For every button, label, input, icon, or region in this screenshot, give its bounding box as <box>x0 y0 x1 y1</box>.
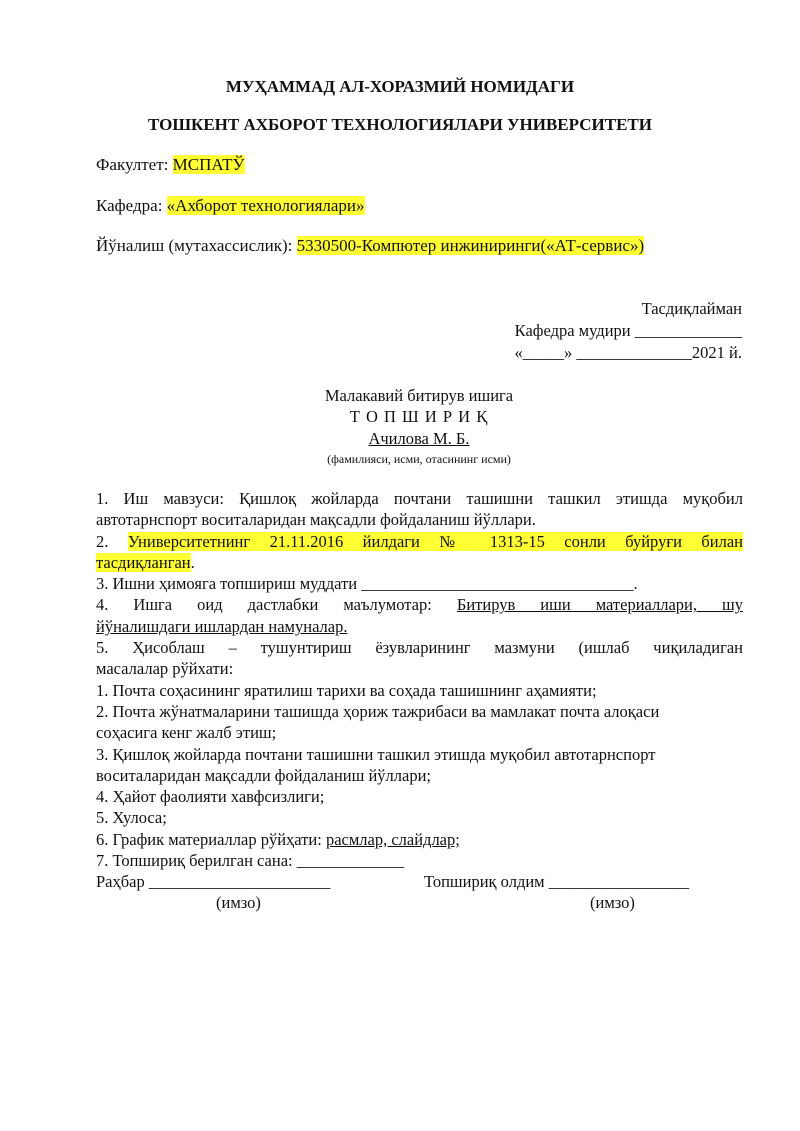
signature-row <box>96 871 743 892</box>
sub-item-2-line2: соҳасига кенг жалб этиш; <box>96 723 277 743</box>
sub-item-7: 7. Топшириқ берилган сана: _____________ <box>96 851 404 871</box>
sign-caption-left: (имзо) <box>216 893 261 913</box>
approval-head: Кафедра мудири _____________ <box>514 321 742 340</box>
approval-title: Тасдиқлайман <box>641 299 742 318</box>
faculty-field <box>96 155 245 175</box>
sub-item-6 <box>96 829 743 850</box>
sub-item-3-line2: воситаларидан мақсадли фойдаланиш йўллари; <box>96 765 432 785</box>
assignment-title: Т О П Ш И Р И Қ <box>349 407 489 426</box>
item-2-line1 <box>96 531 743 552</box>
sub-item-4: 4. Ҳайот фаолияти хавфсизлиги; <box>96 787 325 807</box>
department-value: «Ахборот технологиялари» <box>166 196 365 215</box>
item-2-text-end: тасдиқланган <box>96 552 191 572</box>
approval-date: «_____» ______________2021 й. <box>514 343 742 362</box>
sub-item-2-line1: 2. Почта жўнатмаларини ташишда ҳориж тажрибаси ва мамлакат почта алоқаси <box>96 701 660 721</box>
sub-item-3-line1: 3. Қишлоқ жойларда почтани ташишни ташкил этишда муқобил автотарнспорт <box>96 744 656 764</box>
sub-item-5: 5. Хулоса; <box>96 808 167 828</box>
sub-item-1: 1. Почта соҳасининг яратилиш тарихи ва соҳада ташишнинг аҳамияти; <box>96 680 597 700</box>
task-list <box>96 488 743 913</box>
student-name: Ачилова М. Б. <box>368 429 470 448</box>
department-field <box>96 196 365 216</box>
item-2-period: . <box>190 552 195 572</box>
specialty-field <box>96 236 644 256</box>
signature-caption-row <box>96 892 743 913</box>
specialty-value: 5330500-Компютер инжиниринги(«АТ-сервис») <box>296 236 645 255</box>
item-2-text: Университетнинг 21.11.2016 йилдаги № 1313-15 сонли буйруғи билан <box>127 531 743 551</box>
department-label: Кафедра: <box>96 196 167 215</box>
item-3: 3. Ишни ҳимояга топшириш муддати _________________________________. <box>96 574 638 594</box>
university-name-line1: МУҲАММАД АЛ-ХОРАЗМИЙ НОМИДАГИ <box>225 77 575 96</box>
sign-caption-right: (имзо) <box>590 893 635 913</box>
item-4-line2 <box>96 616 743 637</box>
faculty-value: МСПАТЎ <box>172 155 245 174</box>
item-4-value: Битирув иши материаллари, шу <box>456 595 743 615</box>
received-signature: Топшириқ олдим _________________ <box>424 872 689 892</box>
item-4-line1 <box>96 594 743 615</box>
item-5-line1: 5. Ҳисоблаш – тушунтириш ёзувларининг мазмуни (ишлаб чиқиладиган <box>96 638 743 658</box>
sub-item-6-label: 6. График материаллар рўйҳати: <box>96 829 326 849</box>
item-5-line2: масалалар рўйхати: <box>96 659 234 679</box>
leader-signature: Раҳбар ______________________ <box>96 872 331 892</box>
university-name-line2: ТОШКЕНТ АХБОРОТ ТЕХНОЛОГИЯЛАРИ УНИВЕРСИТЕТИ <box>148 115 652 134</box>
item-4-value-end: йўналишдаги ишлардан намуналар. <box>96 616 348 636</box>
item-2-prefix: 2. <box>96 531 128 551</box>
specialty-label: Йўналиш (мутахассислик): <box>96 236 297 255</box>
name-note: (фамилияси, исми, отасининг исми) <box>327 452 511 466</box>
item-1-line1: 1. Иш мавзуси: Қишлоқ жойларда почтани ташишни ташкил этишда муқобил <box>96 489 743 508</box>
sub-item-6-value: расмлар, слайдлар; <box>325 829 460 849</box>
item-2-line2 <box>96 552 743 573</box>
item-4-prefix: 4. Ишга оид дастлабки маълумотар: <box>96 595 457 615</box>
assignment-line1: Малакавий битирув ишига <box>324 386 514 405</box>
item-1-line2: автотарнспорт воситаларидан мақсадли фойдаланиш йўллари. <box>96 510 536 530</box>
faculty-label: Факултет: <box>96 155 173 174</box>
